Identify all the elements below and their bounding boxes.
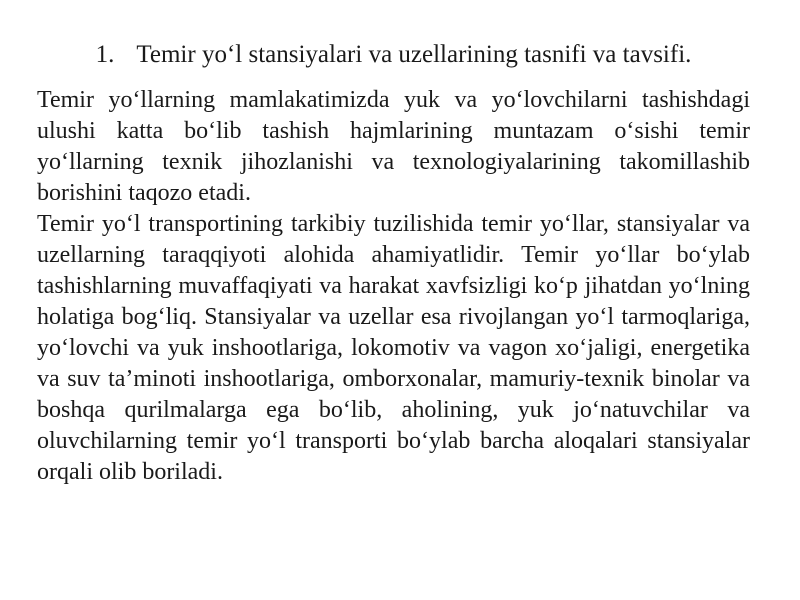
paragraph-2: Temir yo‘l transportining tarkibiy tuzilishida temir yo‘llar, stansiyalar va uzellarning taraqqiyoti alohida ahamiyatlidir. Temir yo‘llar bo‘ylab tashishlarning muvaffaqiyati va harakat xavfsizligi ko‘p jihatdan yo‘lning holatiga bog‘liq. Stansiyalar va uzellar esa rivojlangan yo‘l tarmoqlariga, yo‘lovchi va yuk inshootlariga, lokomotiv va vagon xo‘jaligi, energetika va suv ta’minoti inshootlariga, omborxonalar, mamuriy-texnik binolar va boshqa qurilmalarga ega bo‘lib, aholining, yuk jo‘natuvchilar va oluvchilarning temir yo‘l transporti bo‘ylab barcha aloqalari stansiyalar orqali olib boriladi. [37,211,750,485]
paragraph-1: Temir yo‘llarning mamlakatimizda yuk va yo‘lovchilarni tashishdagi ulushi katta bo‘lib tashish hajmlarining muntazam o‘sishi temir yo‘llarning texnik jihozlanishi va texnologiyalarining takomillashib borishini taqozo etadi. [37,87,750,206]
section-title: Temir yo‘l stansiyalari va uzellarining tasnifi va tavsifi. [136,41,692,68]
section-heading [37,38,750,71]
section-number: 1. [95,41,115,68]
section-heading-text [84,38,704,71]
